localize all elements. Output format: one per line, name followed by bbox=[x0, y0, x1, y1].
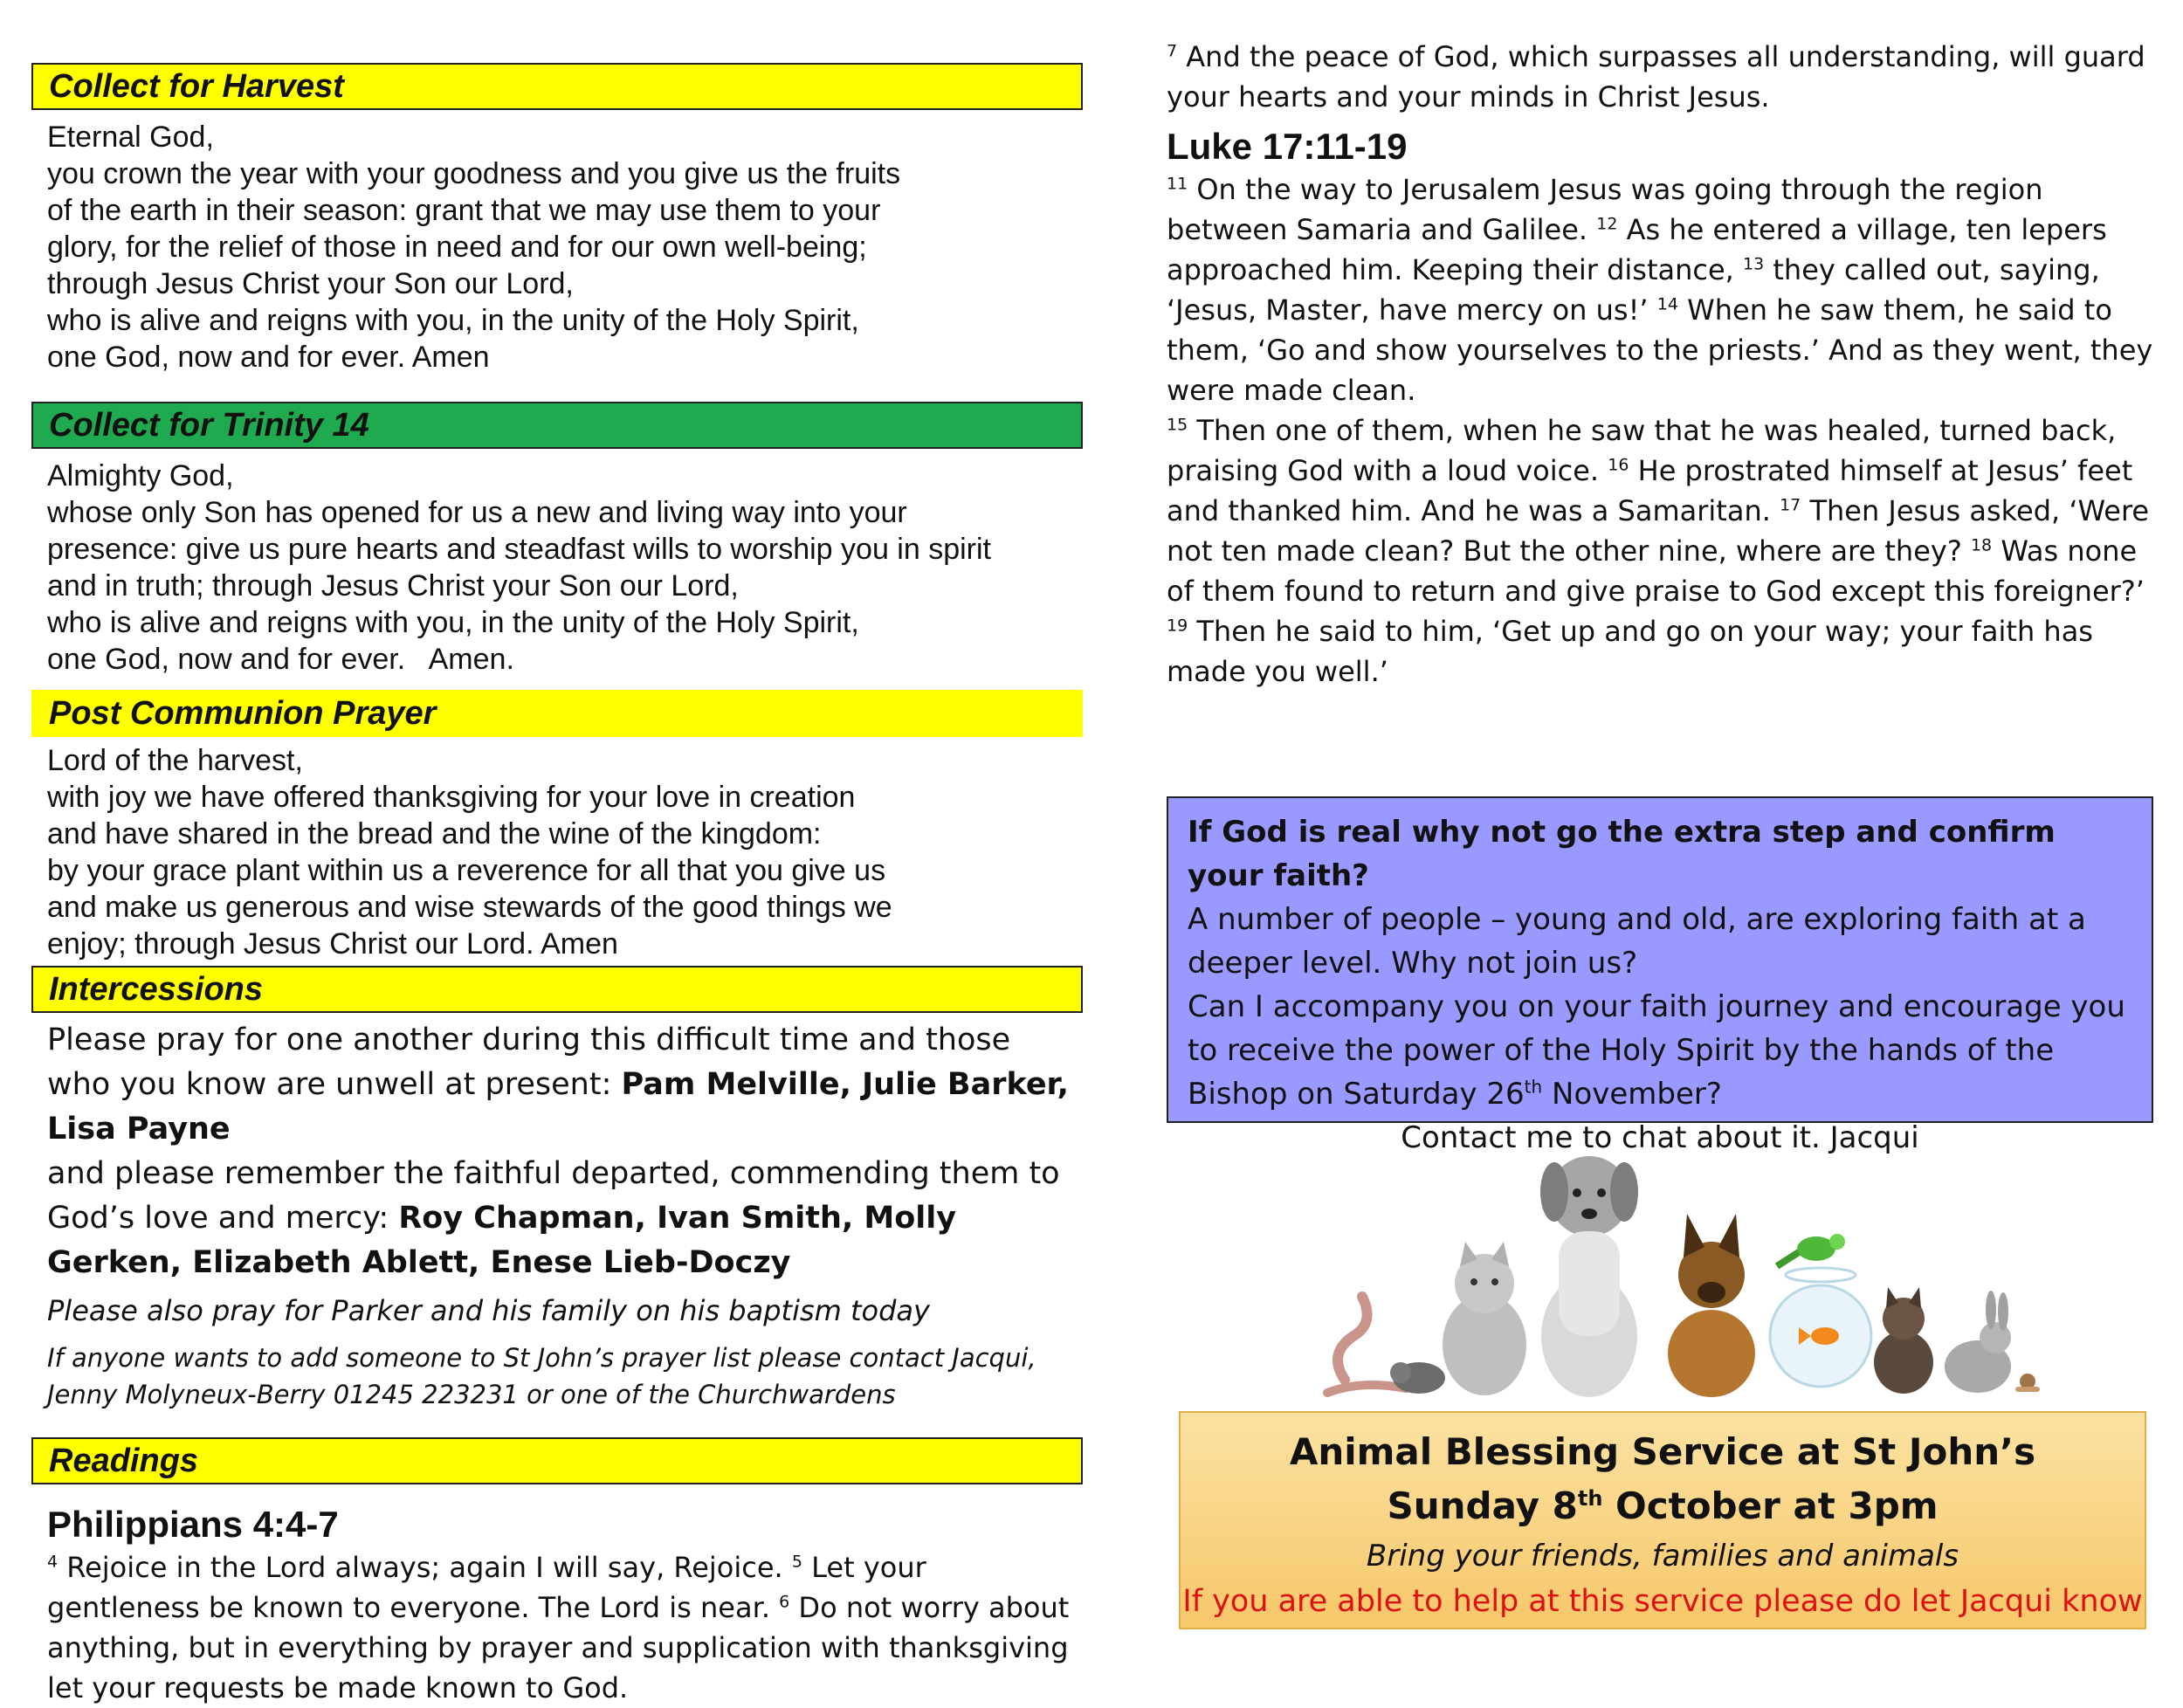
prayer-line: enjoy; through Jesus Christ our Lord. Amen bbox=[47, 927, 618, 961]
confirmation-text-1: A number of people – young and old, are exploring faith at a deeper level. Why not join us? bbox=[1188, 902, 2086, 981]
confirmation-title: If God is real why not go the extra step and confirm your faith? bbox=[1188, 815, 2056, 893]
prayer-line: who is alive and reigns with you, in the unity of the Holy Spirit, bbox=[47, 304, 859, 337]
verse-text: As he entered a village, ten lepers approached him. Keeping their distance, bbox=[1167, 213, 2107, 286]
animal-service-subtitle: Bring your friends, families and animals bbox=[1366, 1539, 1959, 1574]
date-part-a: Sunday 8 bbox=[1387, 1484, 1578, 1527]
shepherd-puppy-icon bbox=[1668, 1214, 1755, 1397]
unwell-names: Pam Melville, Julie Barker, Lisa Payne bbox=[47, 1067, 1069, 1147]
rabbit-icon bbox=[1945, 1291, 2011, 1393]
prayer-line: one God, now and for ever. Amen bbox=[47, 341, 490, 374]
verse-number: 12 bbox=[1596, 214, 1618, 234]
post-communion-heading: Post Communion Prayer bbox=[31, 690, 1083, 737]
collect-harvest-heading: Collect for Harvest bbox=[31, 63, 1083, 110]
prayer-list-contact-note: If anyone wants to add someone to St John’s prayer list please contact Jacqui, Jenny Molyneux-Berry 01245 223231 or one of the Churchwardens bbox=[47, 1343, 1036, 1409]
verse-number: 19 bbox=[1167, 616, 1188, 636]
prayer-line: presence: give us pure hearts and steadfast wills to worship you in spirit bbox=[47, 533, 991, 566]
animals-illustration bbox=[1310, 1144, 2043, 1397]
verse-text: Then he said to him, ‘Get up and go on your way; your faith has made you well.’ bbox=[1167, 615, 2093, 688]
prayer-line: Lord of the harvest, bbox=[47, 744, 303, 777]
ordinal-suffix: th bbox=[1524, 1076, 1543, 1098]
verse-number: 4 bbox=[47, 1552, 59, 1572]
intercessions-heading: Intercessions bbox=[31, 966, 1083, 1013]
right-column bbox=[1167, 37, 2153, 692]
luke-reference: Luke 17:11-19 bbox=[1167, 126, 1408, 167]
kitten-icon bbox=[1874, 1287, 1933, 1394]
verse-number: 16 bbox=[1608, 455, 1629, 475]
prayer-line: one God, now and for ever. Amen. bbox=[47, 643, 514, 676]
collect-trinity-heading: Collect for Trinity 14 bbox=[31, 402, 1083, 449]
luke-text bbox=[1167, 169, 2153, 692]
prayer-line: whose only Son has opened for us a new and living way into your bbox=[47, 496, 907, 529]
verse-text: On the way to Jerusalem Jesus was going through the region between Samaria and Galilee. bbox=[1167, 173, 2043, 246]
animal-blessing-box bbox=[1179, 1411, 2146, 1629]
prayer-line: glory, for the relief of those in need and for our own well-being; bbox=[47, 231, 867, 264]
collect-trinity-text bbox=[31, 458, 1083, 678]
verse-text: He prostrated himself at Jesus’ feet and thanked him. And he was a Samaritan. bbox=[1167, 454, 2133, 527]
verse-text: Let your gentleness be known to everyone. The Lord is near. bbox=[47, 1551, 926, 1624]
confirmation-text-2b: November? bbox=[1542, 1077, 1722, 1112]
prayer-line: Eternal God, bbox=[47, 121, 214, 154]
intercessions-unwell bbox=[31, 1018, 1083, 1152]
verse-number: 7 bbox=[1167, 41, 1178, 61]
verse-text: Then Jesus asked, ‘Were not ten made clean? But the other nine, where are they? bbox=[1167, 494, 2150, 568]
cat-icon bbox=[1443, 1242, 1526, 1395]
verse-text: Then one of them, when he saw that he was healed, turned back, praising God with a loud voice. bbox=[1167, 414, 2117, 487]
verse-text: they called out, saying, ‘Jesus, Master, have mercy on us!’ bbox=[1167, 253, 2100, 327]
philippians-reference: Philippians 4:4-7 bbox=[47, 1504, 339, 1545]
confirmation-text-2 bbox=[1188, 985, 2132, 1116]
post-communion-text bbox=[31, 742, 1083, 962]
departed-names: Roy Chapman, Ivan Smith, Molly Gerken, Elizabeth Ablett, Enese Lieb-Doczy bbox=[47, 1201, 957, 1280]
prayer-line: with joy we have offered thanksgiving for your love in creation bbox=[47, 781, 856, 814]
readings-heading: Readings bbox=[31, 1437, 1083, 1484]
snail-icon bbox=[2015, 1374, 2040, 1392]
verse-text: Do not worry about anything, but in everything by prayer and supplication with thanksgiving let your requests be made known to God. bbox=[47, 1591, 1070, 1705]
verse-text: When he saw them, he said to them, ‘Go and show yourselves to the priests.’ And as they went, they were made clean. bbox=[1167, 293, 2153, 407]
dog-grey-icon bbox=[1540, 1156, 1638, 1397]
ordinal-suffix: th bbox=[1577, 1486, 1603, 1511]
verse-text: Rejoice in the Lord always; again I will say, Rejoice. bbox=[66, 1551, 783, 1584]
verse-text: And the peace of God, which surpasses all understanding, will guard your hearts and your minds in Christ Jesus. bbox=[1167, 40, 2145, 114]
confirmation-contact: Contact me to chat about it. Jacqui bbox=[1401, 1120, 1919, 1155]
departed-intro: and please remember the faithful departed, commending them to God’s love and mercy: bbox=[47, 1156, 1060, 1236]
prayer-line: you crown the year with your goodness and you give us the fruits bbox=[47, 157, 901, 190]
animal-service-date bbox=[1181, 1479, 2145, 1533]
prayer-line: by your grace plant within us a reverence for all that you give us bbox=[47, 854, 886, 887]
intercessions-intro: Please pray for one another during this difficult time and those who you know are unwell at present: bbox=[47, 1023, 1011, 1102]
verse-number: 18 bbox=[1970, 535, 1993, 555]
verse-number: 6 bbox=[779, 1592, 790, 1612]
verse-text: Was none of them found to return and give praise to God except this foreigner?’ bbox=[1167, 534, 2145, 608]
prayer-line: and in truth; through Jesus Christ your Son our Lord, bbox=[47, 569, 739, 603]
prayer-line: and make us generous and wise stewards of the good things we bbox=[47, 891, 892, 924]
philippians-text-continued bbox=[1167, 37, 2153, 117]
animal-service-help: If you are able to help at this service please do let Jacqui know bbox=[1182, 1584, 2143, 1619]
intercessions-departed bbox=[31, 1152, 1083, 1285]
verse-number: 14 bbox=[1656, 294, 1678, 314]
verse-number: 15 bbox=[1167, 415, 1188, 435]
baptism-note: Please also pray for Parker and his family on his baptism today bbox=[47, 1294, 930, 1327]
verse-number: 13 bbox=[1743, 254, 1765, 274]
confirmation-text-2a: Can I accompany you on your faith journey and encourage you to receive the power of the Holy Spirit by the hands of the Bishop on Saturday 26 bbox=[1188, 989, 2125, 1112]
parrot-icon bbox=[1777, 1234, 1845, 1266]
prayer-line: through Jesus Christ your Son our Lord, bbox=[47, 267, 574, 300]
animal-service-title: Animal Blessing Service at St John’s bbox=[1289, 1430, 2036, 1473]
philippians-text-start bbox=[31, 1547, 1083, 1708]
verse-number: 5 bbox=[791, 1552, 802, 1572]
confirmation-invite-box bbox=[1167, 796, 2153, 1155]
prayer-line: who is alive and reigns with you, in the unity of the Holy Spirit, bbox=[47, 606, 859, 639]
verse-number: 11 bbox=[1167, 174, 1188, 194]
fishbowl-icon bbox=[1770, 1268, 1871, 1387]
collect-harvest-text bbox=[31, 119, 1083, 375]
date-part-b: October at 3pm bbox=[1602, 1484, 1939, 1527]
prayer-line: of the earth in their season: grant that we may use them to your bbox=[47, 194, 881, 227]
prayer-line: and have shared in the bread and the wine of the kingdom: bbox=[47, 817, 822, 851]
prayer-line: Almighty God, bbox=[47, 459, 234, 492]
left-column bbox=[31, 63, 1083, 1708]
verse-number: 17 bbox=[1780, 495, 1801, 515]
